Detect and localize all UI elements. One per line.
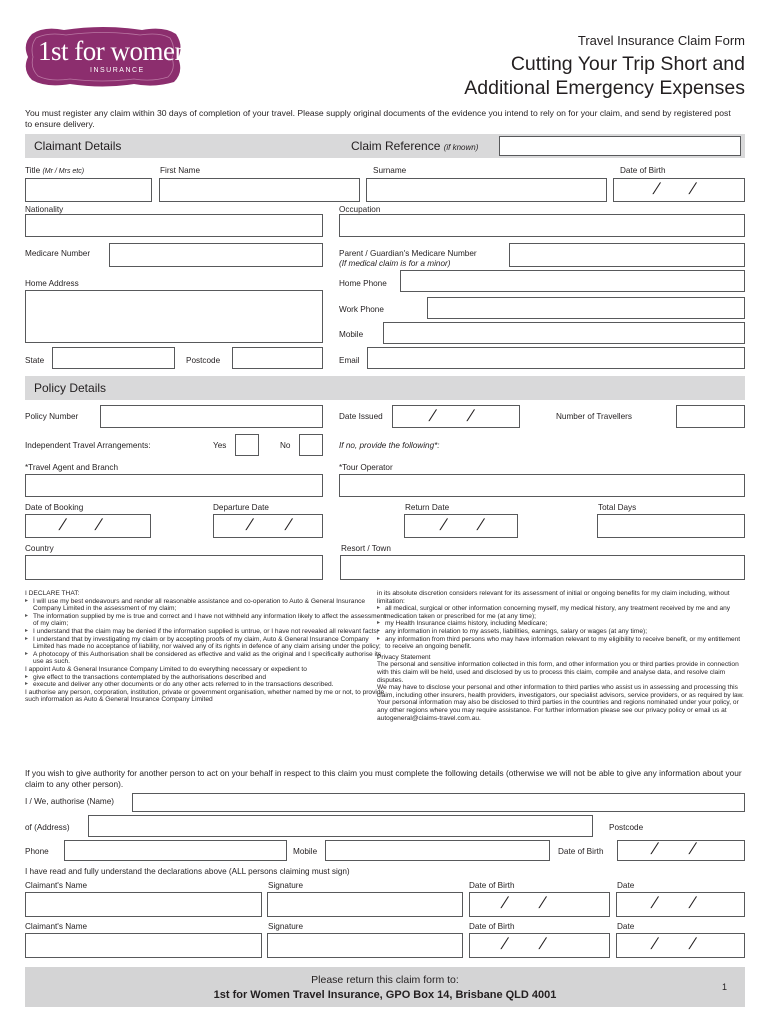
departure-input[interactable] [213,514,323,538]
logo-sub: INSURANCE [90,67,145,74]
dob-input[interactable] [613,178,745,202]
policy-number-input[interactable] [100,405,323,428]
policy-number-label: Policy Number [25,412,79,421]
num-travellers-input[interactable] [676,405,745,428]
declare-item: ▸ A photocopy of this Authorisation shall be considered as effective and valid as the original and I specifically authorise its use as such. [25,651,387,666]
nationality-label: Nationality [25,205,64,214]
home-address-label: Home Address [25,279,79,288]
declare-item: ▸ execute and deliver any other documents or do any other acts referred to in the transactions described. [25,681,387,689]
form-title-2: Additional Emergency Expenses [464,77,745,99]
claim-ref-input[interactable] [499,136,741,156]
claimant-name-label: Claimant's Name [25,881,88,890]
claimant-name-input[interactable] [25,892,262,917]
we-authorise-label: I / We, authorise (Name) [25,797,115,806]
nationality-input[interactable] [25,214,323,237]
authority-note: If you wish to give authority for another person to act on your behalf in respect to this claim you must complete the following details (otherwise we will not be able to give any information about your claim to any other person). [25,768,742,789]
home-address-input[interactable] [25,290,323,343]
tour-input[interactable] [339,474,745,497]
declare-item: ▸ my Health Insurance claims history, including Medicare; [377,620,745,628]
mobile-input[interactable] [383,322,745,344]
total-days-label: Total Days [598,503,637,512]
booking-input[interactable] [25,514,151,538]
occupation-label: Occupation [339,205,381,214]
return-label: Return Date [405,503,450,512]
sign-date-label: Date [617,881,635,890]
title-input[interactable] [25,178,152,202]
claim-ref-text: Claim Reference [351,139,441,153]
work-phone-label: Work Phone [339,305,384,314]
date-slash: / [688,841,697,858]
date-slash: / [439,517,448,534]
independent-label: Independent Travel Arrangements: [25,441,151,450]
claimant-heading: Claimant Details [34,139,122,153]
date-slash: / [466,408,475,425]
yes-label: Yes [213,441,227,450]
phone-input[interactable] [64,840,287,861]
logo-brand: 1st for women [38,36,188,66]
declare-authorise: I authorise any person, corporation, institution, private or government organisation, whether named by me or not, to provide such information as Auto & General Insurance Company Limited [25,688,385,704]
declare-appoint: I appoint Auto & General Insurance Company Limited to do everything necessary or expedient to [25,665,307,673]
date-slash: / [428,408,437,425]
first-name-label: First Name [160,166,201,175]
policy-band [25,376,745,400]
email-input[interactable] [367,347,745,369]
claim-ref-note: (if known) [443,143,479,152]
parent-medicare-note [339,259,450,268]
footer-line2: 1st for Women Travel Insurance, GPO Box 14, Brisbane QLD 4001 [213,989,557,1001]
dob-input-2[interactable] [617,840,745,861]
postcode-label: Postcode [186,356,221,365]
country-label: Country [25,544,54,553]
total-days-input[interactable] [597,514,745,538]
country-input[interactable] [25,555,323,580]
title-note: (Mr / Mrs etc) [42,168,85,175]
departure-label: Departure Date [213,503,269,512]
declare-item: ▸ any information from third persons who may have information relevant to my eligibility to receive benefit, or my entitlement to receive an ongoing benefit. [377,636,745,651]
occupation-input[interactable] [339,214,745,237]
claimant-name-label-2: Claimant's Name [25,922,88,931]
date-slash: / [688,936,697,953]
home-phone-label: Home Phone [339,279,387,288]
sign-dob-label: Date of Birth [469,881,515,890]
no-label: No [280,441,291,450]
work-phone-input[interactable] [427,297,745,319]
brand-logo [24,26,188,88]
privacy-text: We may have to disclose your personal and other information to third parties who assist us in assessing and processing this claim, including other insurers, health providers, investigators, our specialist advisors, service providers, or as required by law. Your personal information may also be disclosed to third parties in the countries and regions nominated under your policy, or any other regions where you may require assistance. For further information please see our privacy policy or email us at autogeneral@claims-travel.com.au. [377,684,744,722]
privacy-text: The personal and sensitive information collected in this form, and other information you or third parties provide in connection with this claim will be held, used and disclosed by us to process this claim, compile and analyse data, and resolve claim disputes. [377,661,739,684]
declaration-left [25,590,387,704]
first-name-input[interactable] [159,178,360,202]
agent-label: *Travel Agent and Branch [25,463,118,472]
date-slash: / [538,936,547,953]
date-slash: / [58,517,67,534]
intro-text: You must register any claim within 30 days of completion of your travel. Please supply original documents of the evidence you intend to rely on for your claim, and send by registered post to ensure delivery. [25,108,731,129]
declare-item: ▸ any information in relation to my assets, liabilities, earnings, salary or wages (at any time); [377,628,745,636]
state-label: State [25,356,45,365]
declare-item: ▸ all medical, surgical or other information concerning myself, my medical history, any treatment received by me and any medication taken or prescribed for me (at any time); [377,605,745,620]
phone-label: Phone [25,847,49,856]
if-no-label [339,441,440,450]
parent-note-text: (If medical claim is for a minor) [339,259,451,268]
date-slash: / [688,181,697,198]
tour-label: *Tour Operator [339,463,393,472]
mobile-label-2: Mobile [293,847,318,856]
dob-label: Date of Birth [620,166,666,175]
footer-line1: Please return this claim form to: [311,974,459,986]
mobile-input-2[interactable] [325,840,550,861]
date-slash: / [650,895,659,912]
sign-date-input[interactable] [616,892,745,917]
of-address-visible-label: of (Address) [25,823,70,832]
date-slash: / [688,895,697,912]
if-no-text: If no, provide the following*: [339,441,440,450]
footer-band [25,967,745,1007]
booking-label: Date of Booking [25,503,84,512]
return-input[interactable] [404,514,518,538]
postcode-label-2: Postcode [609,823,644,832]
declare-heading: I DECLARE THAT: [25,590,80,597]
read-understand: I have read and fully understand the declarations above (ALL persons claiming must sign) [25,867,350,876]
no-checkbox[interactable] [299,434,323,456]
form-name: Travel Insurance Claim Form [577,33,745,48]
date-slash: / [476,517,485,534]
resort-input[interactable] [340,555,745,580]
date-slash: / [652,181,661,198]
date-slash: / [538,895,547,912]
signature-label-2: Signature [268,922,304,931]
yes-checkbox[interactable] [235,434,259,456]
authorise-name-input[interactable] [132,793,745,812]
medicare-label: Medicare Number [25,249,91,258]
postcode-input[interactable] [232,347,323,369]
date-slash: / [650,841,659,858]
medicare-input[interactable] [109,243,323,267]
title-text: Title [25,166,41,175]
address-input[interactable] [88,815,593,837]
declaration-right [377,590,745,722]
date-slash: / [650,936,659,953]
date-slash: / [284,517,293,534]
form-title-1: Cutting Your Trip Short and [510,53,745,75]
state-input[interactable] [52,347,175,369]
signature-input-2[interactable] [267,933,463,958]
resort-label: Resort / Town [341,544,391,553]
date-slash: / [245,517,254,534]
sign-date-input-2[interactable] [616,933,745,958]
declare-item: ▸ I understand that the claim may be denied if the information supplied is untrue, or I have not revealed all relevant facts; [25,628,387,636]
surname-label: Surname [373,166,407,175]
sign-dob-label-2: Date of Birth [469,922,515,931]
parent-medicare-label: Parent / Guardian's Medicare Number [339,249,477,258]
claim-ref-label [351,139,478,153]
signature-input[interactable] [267,892,463,917]
mobile-label: Mobile [339,330,364,339]
dob-label-2: Date of Birth [558,847,604,856]
date-slash: / [500,895,509,912]
privacy-heading: Privacy Statement [377,653,431,661]
declare-item: ▸ I understand that by investigating my claim or by accepting proofs of my claim, Auto & General Insurance Company Limited has made no acceptance of liability, nor waived any of its rights in defence of any claim arising under the policy; [25,636,387,651]
date-slash: / [94,517,103,534]
declare-item: ▸ give effect to the transactions contemplated by the authorisations described and [25,674,387,682]
signature-label: Signature [268,881,304,890]
surname-input[interactable] [366,178,607,202]
page-number: 1 [721,982,727,992]
declare-item: ▸ The information supplied by me is true and correct and I have not withheld any information likely to affect the assessment of my claim; [25,613,387,628]
claimant-name-input-2[interactable] [25,933,262,958]
policy-heading: Policy Details [34,381,107,395]
title-label [25,166,84,175]
declare-right-intro: in its absolute discretion considers relevant for its assessment of initial or ongoing benefits for my claim including, without limitation: [377,590,730,605]
declare-item: ▸ I will use my best endeavours and render all reasonable assistance and co-operation to Auto & General Insurance Company Limited in the assessment of my claim; [25,598,387,613]
date-issued-label: Date Issued [339,412,383,421]
email-label: Email [339,356,360,365]
sign-date-label-2: Date [617,922,635,931]
date-slash: / [500,936,509,953]
home-phone-input[interactable] [400,270,745,292]
date-issued-input[interactable] [392,405,520,428]
parent-medicare-input[interactable] [509,243,745,267]
num-travellers-label: Number of Travellers [556,412,632,421]
agent-input[interactable] [25,474,323,497]
